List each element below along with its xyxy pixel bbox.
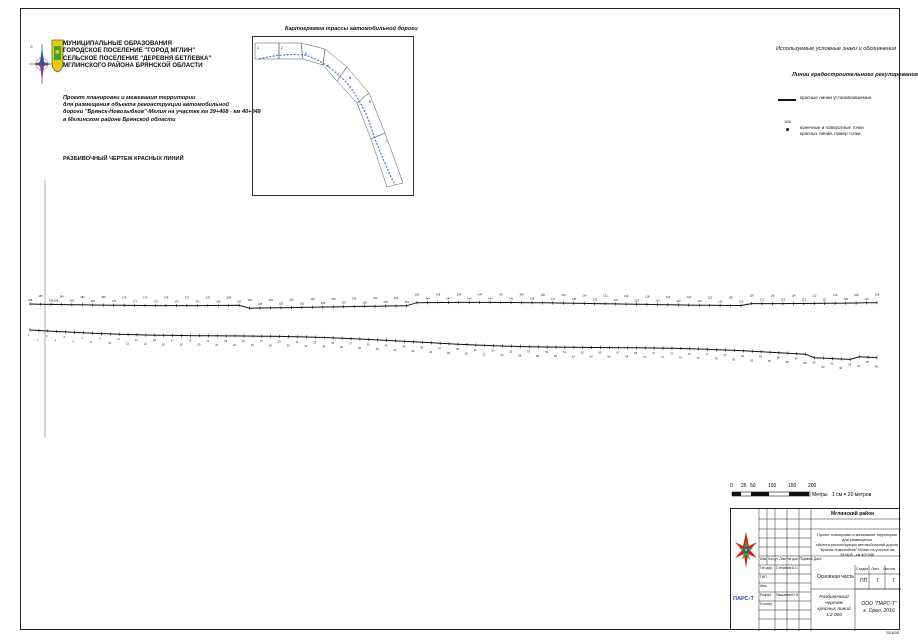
lower-red-line-path (30, 330, 877, 362)
vertex-label: 180 (101, 296, 106, 300)
vertex-label: 114 (791, 294, 796, 298)
vertex-label: 37 (348, 342, 352, 346)
vertex-label: 144 (477, 293, 482, 297)
vertex-label: 145 (467, 297, 472, 301)
project-line: в Мглинском районе Брянской области (63, 116, 176, 123)
vertex-label: 161 (299, 302, 305, 306)
vertex-label: 50 (464, 352, 468, 356)
vertex-label: 149 (425, 297, 430, 301)
vertex-label: 159 (320, 302, 326, 306)
vertex-label: 141 (509, 297, 514, 301)
stamp-person: Степанов Е.С. (776, 566, 799, 570)
vertex-label: 36 (340, 346, 343, 350)
project-line: Проект планировки и межевания территории (63, 95, 196, 101)
project-description (63, 95, 261, 124)
vertex-label: 32 (304, 344, 308, 348)
inset-sheet-number: 1 (257, 46, 259, 50)
vertex-label: 96 (875, 365, 878, 369)
stamp-section-name: Основная часть (817, 574, 855, 580)
vertex-label: 123 (697, 300, 702, 304)
vertex-label: 152 (393, 296, 399, 300)
scale-tick: 25 (741, 483, 747, 489)
vertex-label: 3 (45, 334, 48, 338)
scale-bar (730, 480, 895, 504)
stage-value: ПП (860, 578, 868, 584)
vertex-label: 154 (373, 297, 378, 301)
vertex-label: 111 (822, 298, 827, 302)
vertex-label: 40 (375, 347, 379, 351)
solid-line-icon (778, 99, 796, 101)
vertex-label: 188 (28, 299, 33, 302)
vertex-label: 30 (286, 344, 290, 348)
vertex-label: 80 (732, 358, 736, 362)
vertex-label: 112 (812, 294, 817, 298)
pars-t-logo-icon (735, 530, 757, 590)
vertex-label: 133 (592, 298, 597, 302)
vertex-label: 44 (411, 349, 415, 353)
vertex-label: 130 (624, 295, 629, 299)
vertex-label: 26 (250, 344, 254, 348)
vertex-label: 156 (352, 297, 357, 301)
scale-tick: 150 (788, 483, 797, 489)
inset-sheet-number: 6 (369, 100, 371, 104)
vertex-label: 75 (687, 352, 691, 356)
vertex-label: 10 (108, 341, 112, 345)
vertex-label: 110 (833, 294, 838, 298)
header-line: МУНИЦИПАЛЬНЫЕ ОБРАЗОВАНИЯ (63, 40, 172, 47)
vertex-label: 73 (669, 352, 673, 356)
vertex-label: 89 (812, 361, 816, 365)
vertex-label: 85 (776, 356, 780, 360)
sheet-value: 7 (876, 578, 879, 584)
inset-map (252, 36, 414, 196)
vertex-label: 136 (561, 294, 566, 298)
municipality-header (63, 40, 211, 70)
vertex-label: 134 (582, 294, 587, 298)
vertex-label: 135 (571, 298, 577, 302)
stamp-person: Пашаева Ю.Н. (776, 593, 800, 597)
vertex-label: 82 (750, 359, 754, 363)
stamp-company: ООО "ПАРС-Т" г. Орел, 2016 (861, 601, 897, 614)
vertex-label: 59 (545, 351, 549, 355)
vertex-label: 48 (447, 351, 450, 355)
vertex-label: 166 (247, 299, 252, 303)
vertex-label: 148 (435, 293, 441, 297)
header-line: ГОРОДСКОЕ ПОСЕЛЕНИЕ "ГОРОД МГЛИН" (63, 47, 196, 55)
stamp-drawing-name: Разбивочный чертеж красных линий 1:2 000 (817, 595, 851, 618)
vertex-label: 178 (122, 296, 127, 300)
vertex-label: 90 (821, 366, 825, 370)
header-line: СЕЛЬСКОЕ ПОСЕЛЕНИЕ "ДЕРЕВНЯ БЕТЛЕВКА" (63, 54, 212, 62)
vertex-label: 58 (536, 354, 540, 358)
vertex-label: 138 (540, 293, 545, 297)
vertex-label: 81 (741, 354, 745, 358)
vertex-label: 29 (277, 340, 281, 344)
inset-title: Картограмма трассы автомобильной дороги (285, 26, 418, 32)
vertex-label: 129 (634, 299, 639, 303)
vertex-label: 24 (233, 343, 236, 347)
vertex-label: 186 185 (48, 299, 59, 303)
vertex-label: 45 (420, 346, 424, 350)
inset-sheet-number: 3 (305, 52, 307, 56)
legend-section: Линии градостроительного регулирования (792, 72, 918, 78)
stamp-role: Н.контр. (760, 602, 774, 606)
stamp-col-headers: Изм. Кол.уч Лист № док. Подпись Дата (760, 557, 822, 561)
stamp-role: Разраб. (760, 593, 773, 597)
vertex-label: 62 (571, 355, 575, 359)
vertex-label: 19 (188, 339, 192, 343)
vertex-label: 16 (161, 343, 165, 347)
vertex-label: 125 (676, 299, 681, 303)
stamp-role: Инж. (760, 584, 768, 588)
vertex-label: 1 (28, 334, 30, 337)
vertex-label: 94 (857, 364, 861, 368)
vertex-label: 115 (780, 298, 786, 302)
vertex-label: 160 (310, 298, 315, 302)
vertex-label: 118 (749, 294, 754, 298)
vertex-label: 139 (529, 297, 535, 301)
vertex-label: 109 (843, 298, 848, 302)
vertex-label: 157 (341, 301, 347, 305)
scale-tick: 0 (730, 483, 733, 489)
vertex-label: 74 (678, 356, 682, 360)
vertex-label: 42 (393, 348, 397, 352)
vertex-label: 35 (331, 341, 335, 345)
vertex-label: 128 (644, 295, 650, 299)
vertex-label: 33 (313, 341, 317, 345)
vertex-label: 171 (195, 300, 200, 304)
vertex-label: 55 (509, 350, 513, 354)
vertex-label: 15 (152, 339, 156, 343)
vertex-label: 113 (801, 298, 806, 302)
project-line: для размещения объекта реконструкции автомобильной (63, 102, 229, 109)
vertex-label: 169 (216, 300, 221, 304)
coat-of-arms-icon (52, 40, 63, 72)
inset-sheet-number: 7 (385, 140, 387, 144)
vertex-label: 22 (215, 343, 219, 347)
vertex-label: 52 (482, 353, 486, 357)
vertex-label: 66 (607, 355, 611, 359)
vertex-label: 167 (237, 300, 242, 304)
vertex-label: 165 (258, 303, 263, 307)
vertex-label: 65 (598, 351, 602, 355)
vertex-label: 41 (384, 344, 388, 348)
scale-tick: 100 (768, 483, 777, 489)
vertex-label: 8 (90, 341, 92, 345)
vertex-label: 78 (714, 357, 718, 361)
sheet-code: 2016/08 (886, 631, 899, 635)
logo-text: ПАРС-Т (733, 596, 754, 602)
vertex-label: 124 (686, 296, 692, 300)
red-lines-drawing (0, 180, 905, 440)
region-name: Мглинский район (831, 511, 875, 517)
vertex-label: 153 (383, 301, 388, 305)
vertex-label: 168 (226, 296, 232, 300)
vertex-label: 146 (456, 293, 462, 297)
vertex-label: 49 (455, 348, 459, 352)
vertex-label: 121 (718, 300, 723, 304)
scale-tick: 50 (750, 483, 756, 489)
vertex-label: 181 (90, 299, 96, 303)
vertex-label: 174 (163, 296, 169, 300)
vertex-label: 119 (739, 300, 744, 304)
vertex-label: 28 (268, 344, 272, 348)
sheets-total-value: 7 (892, 578, 895, 584)
vertex-label: 86 (785, 361, 789, 365)
vertex-label: 187 (38, 295, 43, 299)
vertex-label: 155 (362, 301, 367, 305)
vertex-label: 162 (289, 298, 294, 302)
legend-point-number: 106 (784, 119, 791, 124)
upper-red-line (28, 292, 880, 309)
vertex-label: 132 (603, 294, 608, 298)
scale-tick: 200 (808, 483, 817, 489)
vertex-label: 177 (132, 300, 137, 304)
legend-title: Используемые условные знаки и обозначения (776, 46, 897, 52)
vertex-label: 108 (854, 293, 859, 297)
vertex-label: 176 (143, 296, 148, 300)
vertex-label: 95 (866, 361, 869, 365)
inset-map-canvas (253, 37, 413, 195)
stamp-role: Ген.дир. (760, 566, 774, 570)
vertex-label: 163 (278, 302, 284, 306)
inset-sheet-number: 4 (327, 64, 329, 68)
vertex-label: 84 (768, 360, 771, 364)
vertex-label: 12 (126, 342, 129, 346)
vertex-label: 60 (554, 355, 557, 359)
vertex-label: 116 (770, 294, 775, 298)
inset-sheet-number: 5 (349, 76, 351, 80)
vertex-label: 57 (527, 350, 531, 354)
vertex-label: 31 (295, 340, 299, 344)
stamp-project-text: Проект планировки и межевания территории для размещения объекта реконструкции автомобильной дороги "Брянск-Новозыбков"-Мглин на участке км 39+408 - км 40+048 (815, 533, 899, 557)
vertex-label: 184 (59, 295, 64, 299)
vertex-label: 91 (830, 362, 834, 366)
vertex-label: 77 (705, 353, 709, 357)
vertex-label: 183 (69, 299, 75, 303)
vertex-label: 158 (331, 297, 336, 301)
vertex-label: 107 (864, 297, 869, 301)
vertex-label: 51 (473, 349, 477, 353)
vertex-label: 14 (143, 342, 147, 346)
legend-item-label: красные линии устанавливаемые (800, 95, 872, 100)
vertex-label: 67 (616, 351, 620, 355)
vertex-label: 21 (206, 339, 210, 343)
vertex-label: 72 (661, 356, 664, 360)
scale-unit: Метры (812, 492, 828, 498)
vertex-label: 9 (99, 337, 101, 341)
vertex-label: 20 (197, 343, 201, 347)
stamp-role: ГИП (760, 575, 767, 579)
vertex-label: 5 (63, 335, 66, 339)
vertex-label: 4 (54, 339, 57, 343)
project-line: дороги "Брянск-Новозыбков"-Мглин на участке км 39+408 - км 40+048 (63, 109, 261, 116)
vertex-label: 47 (438, 347, 442, 351)
vertex-label: 53 (491, 349, 495, 353)
vertex-label: 63 (580, 351, 584, 355)
vertex-label: 17 (170, 339, 174, 343)
vertex-label: 147 (446, 297, 451, 301)
header-line: МГЛИНСКОГО РАЙОНА БРЯНСКОЙ ОБЛАСТИ (63, 62, 203, 70)
drawing-title: РАЗБИВОЧНЫЙ ЧЕРТЕЖ КРАСНЫХ ЛИНИЙ (63, 156, 184, 162)
vertex-label: 106 (875, 293, 880, 297)
scale-ratio: 1 см = 20 метров (832, 492, 872, 498)
point-icon (786, 128, 789, 131)
vertex-label: 54 (500, 354, 504, 358)
vertex-label: 131 (613, 298, 618, 302)
vertex-label: 117 (759, 298, 765, 302)
stage-headers: Стадия Лист Листов (856, 567, 895, 571)
vertex-label: 79 (723, 354, 727, 358)
vertex-label: 93 (848, 363, 852, 367)
vertex-label: 151 (404, 300, 409, 304)
vertex-label: 61 (562, 351, 566, 355)
vertex-label: 143 (488, 297, 493, 301)
vertex-label: 88 (803, 362, 807, 366)
vertex-label: 6 (72, 340, 75, 344)
vertex-label: 164 (268, 298, 273, 302)
vertex-label: 142 (498, 293, 503, 297)
vertex-label: 172 (184, 296, 190, 300)
vertex-label: 83 (759, 355, 762, 359)
vertex-label: 23 (224, 339, 228, 343)
vertex-label: 87 (794, 357, 798, 361)
vertex-label: 18 (179, 343, 183, 347)
vertex-label: 46 (429, 350, 433, 354)
legend-item-label: конечные и поворотные точки красных линий, номер точки (800, 125, 864, 136)
vertex-label: 25 (241, 339, 245, 343)
vertex-label: 34 (322, 345, 326, 349)
vertex-label: 11 (117, 338, 120, 342)
vertex-label: 170 (205, 296, 211, 300)
lower-red-line (28, 328, 878, 370)
vertex-label: 27 (259, 340, 263, 344)
vertex-label: 68 (625, 355, 629, 359)
vertex-label: 56 (518, 354, 522, 358)
vertex-label: 150 (414, 293, 420, 297)
vertex-label: 126 (665, 295, 671, 299)
vertex-label: 140 (519, 293, 524, 297)
vertex-label: 64 (589, 355, 593, 359)
vertex-label: 120 (728, 296, 733, 300)
vertex-label: 69 (634, 351, 638, 355)
vertex-label: 127 (655, 299, 660, 303)
vertex-label: 39 (366, 343, 370, 347)
vertex-label: 70 (643, 355, 647, 359)
vertex-label: 71 (652, 351, 655, 355)
vertex-label: 173 (174, 300, 179, 304)
vertex-label: 76 (696, 357, 700, 361)
vertex-label: 13 (134, 338, 138, 342)
svg-text:С: С (30, 44, 33, 49)
vertex-label: 179 (111, 300, 116, 304)
vertex-label: 2 (36, 338, 39, 342)
vertex-label: 122 (707, 296, 713, 300)
vertex-label: 7 (81, 336, 83, 340)
vertex-label: 92 (839, 367, 843, 371)
vertex-label: 137 (550, 297, 556, 301)
vertex-label: 175 (153, 300, 158, 304)
vertex-label: 182 (80, 295, 85, 299)
vertex-label: 43 (402, 345, 406, 349)
inset-sheet-number: 2 (281, 46, 283, 50)
vertex-label: 38 (357, 347, 361, 351)
